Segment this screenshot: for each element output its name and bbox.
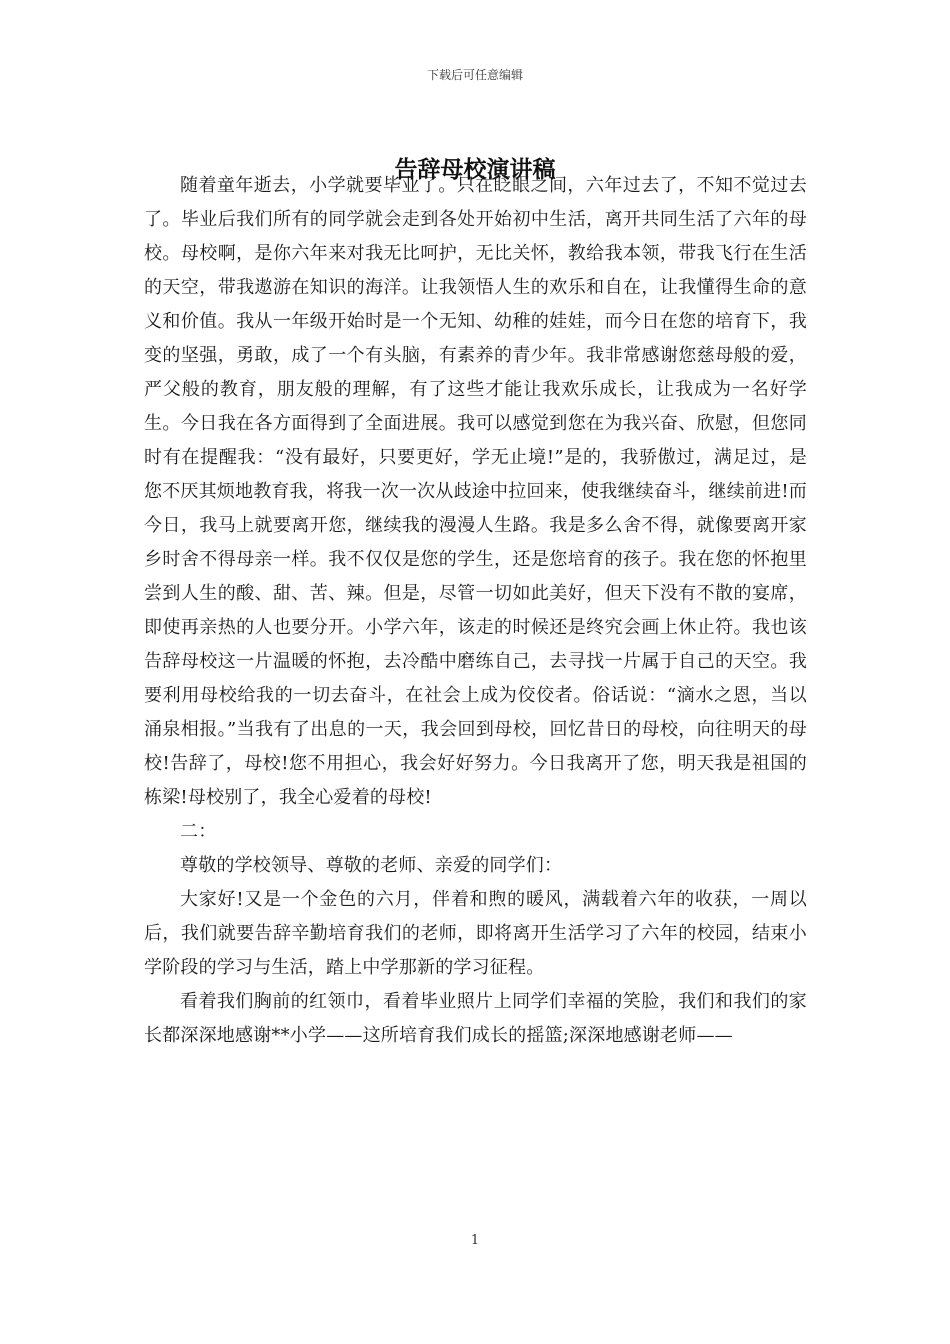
paragraph-4: 大家好!又是一个金色的六月，伴着和煦的暖风，满载着六年的收获，一周以后，我们就要告辞辛勤培育我们的老师，即将离开生活学习了六年的校园，结束小学阶段的学习与生活，踏上中学那新的学习征程。 — [144, 889, 807, 978]
page-header-note: 下载后可任意编辑 — [426, 68, 523, 82]
paragraph-1: 随着童年逝去，小学就要毕业了。只在眨眼之间，六年过去了，不知不觉过去了。毕业后我们所有的同学就会走到各处开始初中生活，离开共同生活了六年的母校。母校啊，是你六年来对我无比呵护，无比关怀，教给我本领，带我飞行在生活的天空，带我遨游在知识的海洋。让我领悟人生的欢乐和自在，让我懂得生命的意义和价值。我从一年级开始时是一个无知、幼稚的娃娃，而今日在您的培育下，我变的坚强，勇敢，成了一个有头脑，有素养的青少年。我非常感谢您慈母般的爱，严父般的教育，朋友般的理解，有了这些才能让我欢乐成长，让我成为一名好学生。今日我在各方面得到了全面进展。我可以感觉到您在为我兴奋、欣慰，但您同时有在提醒我：“没有最好，只要更好，学无止境!”是的，我骄傲过，满足过，是您不厌其烦地教育我，将我一次一次从歧途中拉回来，使我继续奋斗，继续前进!而今日，我马上就要离开您，继续我的漫漫人生路。我是多么舍不得，就像要离开家乡时舍不得母亲一样。我不仅仅是您的学生，还是您培育的孩子。我在您的怀抱里尝到人生的酸、甜、苦、辣。但是，尽管一切如此美好，但天下没有不散的宴席，即使再亲热的人也要分开。小学六年，该走的时候还是终究会画上休止符。我也该告辞母校这一片温暖的怀抱，去冷酷中磨练自己，去寻找一片属于自己的天空。我要利用母校给我的一切去奋斗，在社会上成为佼佼者。俗话说：“滴水之恩，当以涌泉相报。”当我有了出息的一天，我会回到母校，回忆昔日的母校，向往明天的母校!告辞了，母校!您不用担心，我会好好努力。今日我离开了您，明天我是祖国的栋梁!母校别了，我全心爱着的母校! — [144, 175, 807, 808]
paragraph-5: 看着我们胸前的红领巾，看着毕业照片上同学们幸福的笑脸，我们和我们的家长都深深地感谢**小学——这所培育我们成长的摇篮;深深地感谢老师—— — [144, 991, 807, 1046]
paragraph-3: 尊敬的学校领导、尊敬的老师、亲爱的同学们： — [180, 855, 563, 876]
document-body — [144, 169, 807, 1053]
paragraph-2: 二： — [180, 821, 217, 842]
page-number: 1 — [470, 1233, 480, 1248]
document-title: 告辞母校演讲稿 — [394, 156, 556, 183]
